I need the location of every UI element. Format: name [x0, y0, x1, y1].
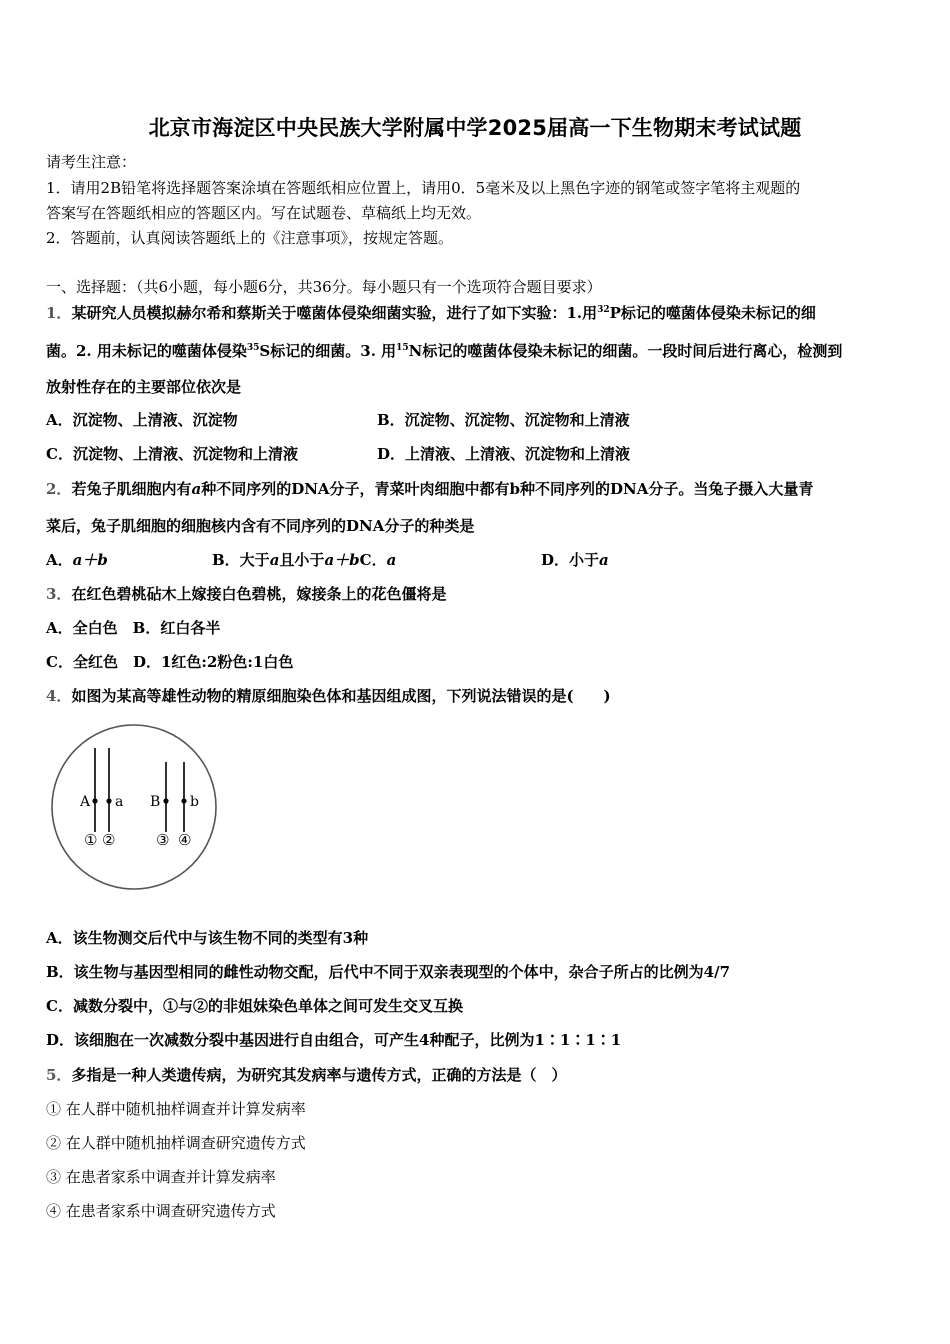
q3-stem	[46, 584, 446, 604]
q5-item-2: ② 在人群中随机抽样调查研究遗传方式	[46, 1134, 306, 1152]
locus-b	[181, 798, 186, 803]
q4-option-b: B．该生物与基因型相同的雌性动物交配，后代中不同于双亲表现型的个体中，杂合子所占的比例为4/7	[46, 963, 731, 981]
q1-line-1	[46, 303, 816, 323]
q4-number: 4．	[46, 687, 72, 705]
exam-title: 北京市海淀区中央民族大学附属中学2025届高一下生物期末考试试题	[148, 116, 802, 140]
gene-a-label: a	[115, 794, 124, 810]
q2-line-1	[46, 479, 813, 499]
notice-line-2: 2．答题前，认真阅读答题纸上的《注意事项》，按规定答题。	[46, 229, 454, 247]
gene-b-label: b	[190, 794, 199, 810]
q2-option-c-text: a	[386, 551, 397, 569]
q1-text-1b: P标记的噬菌体侵染未标记的细	[609, 304, 816, 322]
chromosome-2-label: ②	[102, 831, 116, 849]
notice-line-1: 1．请用2B铅笔将选择题答案涂填在答题纸相应位置上，请用0．5毫米及以上黑色字迹的钢笔或签字笔将主观题的	[46, 179, 801, 197]
q3-number: 3．	[46, 585, 72, 603]
q1-option-a: A．沉淀物、上清液、沉淀物	[46, 411, 238, 429]
section-heading: 一、选择题：（共6小题，每小题6分，共36分。每小题只有一个选项符合题目要求）	[46, 278, 602, 296]
q4-option-d: D．该细胞在一次减数分裂中基因进行自由组合，可产生4种配子，比例为1∶1∶1∶1	[46, 1031, 622, 1049]
q2-option-a-label: A．	[46, 551, 73, 569]
chromosome-4-label: ④	[178, 831, 192, 849]
q3-options-cd: C．全红色 D．1红色:2粉色:1白色	[46, 653, 294, 671]
q2-option-b-c	[212, 550, 396, 570]
q2-option-a	[46, 550, 108, 570]
q4-stem-text: 如图为某高等雄性动物的精原细胞染色体和基因组成图，下列说法错误的是( )	[71, 687, 611, 705]
q5-stem	[46, 1065, 566, 1085]
q4-option-c: C．减数分裂中，①与②的非姐妹染色单体之间可发生交叉互换	[46, 997, 463, 1015]
q2-option-b-label: B．大于	[212, 551, 270, 569]
chromosome-1-label: ①	[84, 831, 98, 849]
q2-number: 2．	[46, 480, 72, 498]
chromosome-3-label: ③	[156, 831, 170, 849]
q1-text-2c: N标记的噬菌体侵染未标记的细菌。一段时间后进行离心，检测到	[408, 342, 843, 360]
q5-number: 5．	[46, 1066, 72, 1084]
q1-number: 1．	[46, 304, 72, 322]
q2-option-d-label: D．小于	[541, 551, 600, 569]
locus-B	[163, 798, 168, 803]
q3-stem-text: 在红色碧桃砧木上嫁接白色碧桃，嫁接条上的花色僵将是	[71, 585, 447, 603]
q2-option-d	[541, 550, 609, 570]
chromosome-figure	[46, 720, 226, 900]
q2-var-a: a	[191, 480, 202, 498]
q1-text-2a: 菌。2. 用未标记的噬菌体侵染	[46, 342, 247, 360]
notice-heading: 请考生注意：	[46, 153, 137, 171]
q2-text-1b: 种不同序列的DNA分子，青菜叶肉细胞中都有b种不同序列的DNA分子。当兔子摄入大量青	[201, 480, 814, 498]
q2-option-d-text: a	[599, 551, 609, 569]
q1-option-c: C．沉淀物、上清液、沉淀物和上清液	[46, 445, 298, 463]
q5-stem-text: 多指是一种人类遗传病，为研究其发病率与遗传方式，正确的方法是（ ）	[71, 1066, 567, 1084]
q2-line-2: 菜后，兔子肌细胞的细胞核内含有不同序列的DNA分子的种类是	[46, 517, 475, 535]
q1-line-3: 放射性存在的主要部位依次是	[46, 378, 242, 396]
q1-sup-35: 35	[246, 343, 260, 353]
gene-A-label: A	[80, 794, 91, 810]
q1-line-2	[46, 341, 842, 361]
q1-option-b: B．沉淀物、沉淀物、沉淀物和上清液	[377, 411, 630, 429]
q1-option-d: D．上清液、上清液、沉淀物和上清液	[377, 445, 631, 463]
locus-A	[92, 798, 97, 803]
q2-option-b-a: a	[269, 551, 280, 569]
q4-option-a: A．该生物测交后代中与该生物不同的类型有3种	[46, 929, 369, 947]
notice-line-1b: 答案写在答题纸相应的答题区内。写在试题卷、草稿纸上均无效。	[46, 204, 482, 222]
q3-options-ab: A．全白色 B．红白各半	[46, 619, 221, 637]
q5-item-3: ③ 在患者家系中调查并计算发病率	[46, 1168, 276, 1186]
q5-item-4: ④ 在患者家系中调查研究遗传方式	[46, 1202, 276, 1220]
q5-item-1: ① 在人群中随机抽样调查并计算发病率	[46, 1100, 306, 1118]
q1-text-1a: 某研究人员模拟赫尔希和蔡斯关于噬菌体侵染细菌实验，进行了如下实验：1.用	[71, 304, 598, 322]
q2-text-1a: 若兔子肌细胞内有	[71, 480, 192, 498]
locus-a	[106, 798, 111, 803]
q2-option-c-label: C．	[359, 551, 387, 569]
q2-option-b-apb: a＋b	[324, 551, 360, 569]
q4-stem	[46, 686, 611, 706]
q2-option-a-text: a＋b	[72, 551, 108, 569]
gene-B-label: B	[150, 794, 161, 810]
q2-option-b-mid: 且小于	[279, 551, 325, 569]
q1-text-2b: S标记的细菌。3. 用	[259, 342, 397, 360]
q1-sup-15: 15	[396, 343, 409, 353]
q1-sup-32: 32	[597, 305, 610, 315]
